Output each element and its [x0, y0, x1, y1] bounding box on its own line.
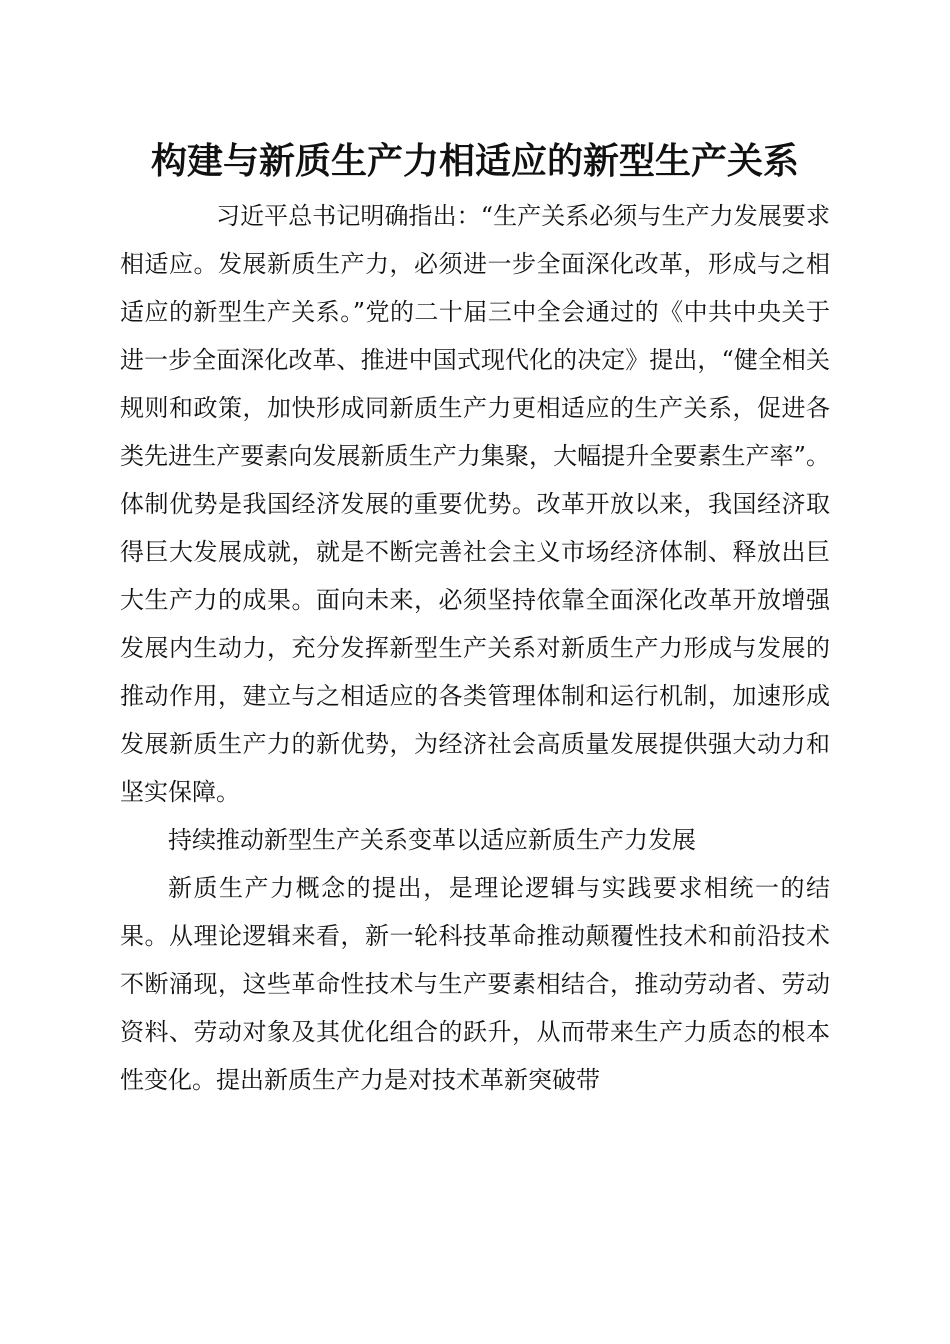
document-body [120, 192, 830, 1104]
document-title: 构建与新质生产力相适应的新型生产关系 [150, 140, 799, 182]
paragraph-intro: 习近平总书记明确指出：“生产关系必须与生产力发展要求相适应。发展新质生产力，必须进一步全面深化改革，形成与之相适应的新型生产关系。”党的二十届三中全会通过的《中共中央关于进一步全面深化改革、推进中国式现代化的决定》提出，“健全相关规则和政策，加快形成同新质生产力更相适应的生产关系，促进各类先进生产要素向发展新质生产力集聚，大幅提升全要素生产率”。体制优势是我国经济发展的重要优势。改革开放以来，我国经济取得巨大发展成就，就是不断完善社会主义市场经济体制、释放出巨大生产力的成果。面向未来，必须坚持依靠全面深化改革开放增强发展内生动力，充分发挥新型生产关系对新质生产力形成与发展的推动作用，建立与之相适应的各类管理体制和运行机制，加速形成发展新质生产力的新优势，为经济社会高质量发展提供强大动力和坚实保障。 [120, 202, 830, 806]
paragraph-section-1: 新质生产力概念的提出，是理论逻辑与实践要求相统一的结果。从理论逻辑来看，新一轮科技革命推动颠覆性技术和前沿技术不断涌现，这些革命性技术与生产要素相结合，推动劳动者、劳动资料、劳动对象及其优化组合的跃升，从而带来生产力质态的根本性变化。提出新质生产力是对技术革新突破带 [120, 874, 830, 1094]
section-heading: 持续推动新型生产关系变革以适应新质生产力发展 [168, 826, 696, 854]
